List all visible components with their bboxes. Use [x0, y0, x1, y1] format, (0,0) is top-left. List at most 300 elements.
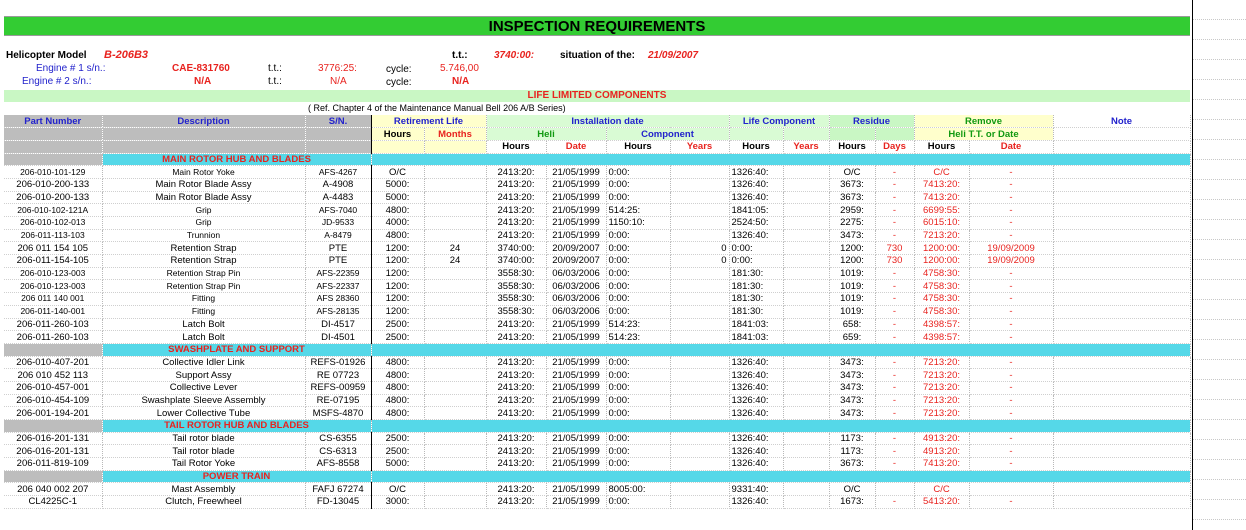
cell-life-y: [783, 318, 829, 331]
cell-sn: DI-4517: [305, 318, 371, 331]
cell-pn: 206-010-123-003: [4, 280, 102, 293]
cell-rem-d: -: [969, 407, 1053, 420]
cell-heli-h: 2413:20:: [486, 394, 546, 407]
cell-sn: REFS-01926: [305, 356, 371, 369]
cell-heli-d: 06/03/2006: [546, 293, 606, 306]
cell-pn: 206-011-260-103: [4, 331, 102, 344]
table-row: [4, 407, 1190, 420]
col-life-hours: Hours: [729, 140, 783, 153]
cell-rem-h: 4398:57:: [914, 318, 969, 331]
cell-note: [1053, 445, 1190, 458]
cell-life-y: [783, 356, 829, 369]
cell-ret-m: [424, 280, 486, 293]
engine2-label: Engine # 2 s/n.:: [22, 76, 92, 87]
cell-sn: RE 07723: [305, 369, 371, 382]
engine2-sn: N/A: [194, 76, 212, 87]
cell-note: [1053, 305, 1190, 318]
cell-sn: A-8479: [305, 229, 371, 242]
cell-res-h: 3673:: [829, 191, 875, 204]
cell-heli-d: 21/05/1999: [546, 381, 606, 394]
cell-ret-h: 4800:: [371, 356, 424, 369]
cell-pn: 206 040 002 207: [4, 483, 102, 496]
empty-cell: [1193, 180, 1246, 200]
cell-life-y: [783, 432, 829, 445]
empty-cell: [1193, 480, 1246, 500]
table-row: [4, 496, 1190, 509]
cell-life-y: [783, 331, 829, 344]
cell-ret-h: 5000:: [371, 178, 424, 191]
cell-note: [1053, 267, 1190, 280]
cell-life-y: [783, 255, 829, 268]
page-title: INSPECTION REQUIREMENTS: [4, 16, 1190, 36]
cell-comp-h: 0:00:: [606, 394, 670, 407]
col-note: Note: [1053, 115, 1190, 128]
cell-rem-d: -: [969, 331, 1053, 344]
cell-res-h: 3473:: [829, 407, 875, 420]
cell-desc: Support Assy: [102, 369, 305, 382]
cell-heli-d: 06/03/2006: [546, 280, 606, 293]
cell-desc: Retention Strap: [102, 242, 305, 255]
cell-rem-d: -: [969, 217, 1053, 230]
engine1-tt-label: t.t.:: [268, 63, 282, 74]
cell-life-y: [783, 267, 829, 280]
cell-desc: Retention Strap: [102, 255, 305, 268]
header-row-3: [4, 140, 1190, 153]
empty-cell: [1193, 460, 1246, 480]
cell-note: [1053, 229, 1190, 242]
cell-comp-y: [670, 178, 729, 191]
cell-note: [1053, 496, 1190, 509]
cell-rem-d: 19/09/2009: [969, 255, 1053, 268]
cell-res-d: -: [875, 267, 914, 280]
cell-res-h: 3673:: [829, 178, 875, 191]
cell-res-h: 1019:: [829, 267, 875, 280]
cell-life-y: [783, 407, 829, 420]
cell-pn: 206-011-113-103: [4, 229, 102, 242]
cell-heli-h: 2413:20:: [486, 217, 546, 230]
cell-rem-h: 4913:20:: [914, 432, 969, 445]
cell-sn: AFS-22337: [305, 280, 371, 293]
table-row: [4, 318, 1190, 331]
cell-life-h: 0:00:: [729, 255, 783, 268]
cell-note: [1053, 318, 1190, 331]
cell-rem-h: C/C: [914, 166, 969, 179]
cell-rem-d: -: [969, 445, 1053, 458]
table-row: [4, 458, 1190, 471]
engine2-cycle-label: cycle:: [386, 77, 412, 88]
cell-life-y: [783, 242, 829, 255]
cell-ret-h: 4800:: [371, 407, 424, 420]
col-component: Component: [606, 128, 729, 141]
cell-ret-m: [424, 381, 486, 394]
cell-life-y: [783, 458, 829, 471]
table-row: [4, 381, 1190, 394]
cell-comp-h: 0:00:: [606, 305, 670, 318]
cell-res-d: -: [875, 191, 914, 204]
cell-comp-h: 0:00:: [606, 255, 670, 268]
cell-res-h: 1673:: [829, 496, 875, 509]
cell-life-y: [783, 305, 829, 318]
cell-pn: 206-001-194-201: [4, 407, 102, 420]
col-description: Description: [102, 115, 305, 128]
cell-sn: AFS 28360: [305, 293, 371, 306]
cell-sn: DI-4501: [305, 331, 371, 344]
cell-pn: 206-016-201-131: [4, 445, 102, 458]
cell-comp-y: [670, 356, 729, 369]
cell-sn: FAFJ 67274: [305, 483, 371, 496]
cell-ret-h: 1200:: [371, 305, 424, 318]
section-title: SWASHPLATE AND SUPPORT: [102, 343, 371, 356]
empty-cell: [1193, 300, 1246, 320]
cell-life-h: 1326:40:: [729, 432, 783, 445]
cell-ret-m: [424, 318, 486, 331]
cell-pn: 206-011-140-001: [4, 305, 102, 318]
cell-res-d: -: [875, 369, 914, 382]
cell-sn: CS-6355: [305, 432, 371, 445]
spreadsheet-right-columns: [1192, 0, 1246, 530]
cell-rem-h: 7413:20:: [914, 458, 969, 471]
engine2-tt-label: t.t.:: [268, 76, 282, 87]
cell-res-h: 1200:: [829, 242, 875, 255]
col-ret-hours: Hours: [371, 128, 424, 141]
cell-ret-m: [424, 217, 486, 230]
cell-desc: Retention Strap Pin: [102, 267, 305, 280]
empty-cell: [1193, 240, 1246, 260]
cell-desc: Fitting: [102, 293, 305, 306]
empty-cell: [1193, 160, 1246, 180]
cell-pn: 206 011 140 001: [4, 293, 102, 306]
cell-note: [1053, 293, 1190, 306]
cell-pn: CL4225C-1: [4, 496, 102, 509]
empty-cell: [1193, 220, 1246, 240]
engine2-tt: N/A: [330, 76, 347, 87]
components-table: [4, 115, 1191, 509]
cell-comp-y: [670, 394, 729, 407]
cell-life-h: 1326:40:: [729, 458, 783, 471]
cell-desc: Main Rotor Blade Assy: [102, 191, 305, 204]
table-row: [4, 267, 1190, 280]
cell-sn: AFS-4267: [305, 166, 371, 179]
cell-note: [1053, 369, 1190, 382]
engine1-cycle: 5.746,00: [440, 63, 479, 74]
helicopter-model-value: B-206B3: [104, 49, 149, 61]
cell-life-h: 181:30:: [729, 267, 783, 280]
cell-life-h: 1326:40:: [729, 356, 783, 369]
cell-res-d: -: [875, 217, 914, 230]
cell-res-d: -: [875, 293, 914, 306]
cell-comp-h: 0:00:: [606, 267, 670, 280]
col-residue: Residue: [829, 115, 914, 128]
cell-heli-h: 2413:20:: [486, 166, 546, 179]
cell-heli-h: 3558:30:: [486, 293, 546, 306]
cell-life-y: [783, 394, 829, 407]
engine2-cycle: N/A: [452, 76, 470, 87]
col-remove: Remove: [914, 115, 1053, 128]
cell-ret-h: 2500:: [371, 432, 424, 445]
col-rem-hours: Hours: [914, 140, 969, 153]
cell-rem-d: -: [969, 191, 1053, 204]
cell-heli-h: 2413:20:: [486, 229, 546, 242]
table-row: [4, 280, 1190, 293]
cell-desc: Main Rotor Blade Assy: [102, 178, 305, 191]
cell-res-d: -: [875, 280, 914, 293]
cell-rem-d: -: [969, 229, 1053, 242]
cell-ret-h: 4800:: [371, 229, 424, 242]
table-row: [4, 305, 1190, 318]
cell-ret-m: [424, 305, 486, 318]
cell-rem-h: 7213:20:: [914, 394, 969, 407]
cell-ret-m: [424, 166, 486, 179]
col-heli: Heli: [486, 128, 606, 141]
section-header: [4, 343, 1190, 356]
empty-cell: [1193, 400, 1246, 420]
cell-ret-m: [424, 204, 486, 217]
cell-res-d: -: [875, 445, 914, 458]
cell-rem-h: 1200:00:: [914, 242, 969, 255]
cell-heli-h: 2413:20:: [486, 381, 546, 394]
col-heli-hours: Hours: [486, 140, 546, 153]
cell-comp-y: [670, 166, 729, 179]
empty-cell: [1193, 320, 1246, 340]
cell-life-h: 1841:03:: [729, 318, 783, 331]
section-header: [4, 153, 1190, 166]
cell-ret-h: O/C: [371, 483, 424, 496]
col-installation-date: Installation date: [486, 115, 729, 128]
cell-ret-m: 24: [424, 242, 486, 255]
cell-heli-d: 21/05/1999: [546, 458, 606, 471]
cell-pn: 206-011-260-103: [4, 318, 102, 331]
situation-date: 21/09/2007: [648, 50, 699, 61]
table-row: [4, 293, 1190, 306]
cell-res-h: 3473:: [829, 229, 875, 242]
cell-res-h: 3473:: [829, 356, 875, 369]
cell-note: [1053, 166, 1190, 179]
cell-life-y: [783, 204, 829, 217]
header-row-2: [4, 128, 1190, 141]
cell-ret-h: 2500:: [371, 331, 424, 344]
cell-rem-h: 6015:10:: [914, 217, 969, 230]
cell-comp-h: 0:00:: [606, 178, 670, 191]
cell-heli-h: 2413:20:: [486, 331, 546, 344]
cell-desc: Mast Assembly: [102, 483, 305, 496]
cell-comp-y: [670, 496, 729, 509]
empty-cell: [1193, 420, 1246, 440]
cell-comp-h: 8005:00:: [606, 483, 670, 496]
empty-cell: [1193, 440, 1246, 460]
empty-cell: [1193, 260, 1246, 280]
cell-note: [1053, 242, 1190, 255]
cell-comp-y: [670, 445, 729, 458]
cell-ret-m: 24: [424, 255, 486, 268]
cell-comp-h: 0:00:: [606, 369, 670, 382]
cell-ret-m: [424, 191, 486, 204]
cell-comp-h: 0:00:: [606, 242, 670, 255]
cell-ret-m: [424, 369, 486, 382]
cell-rem-h: 4398:57:: [914, 331, 969, 344]
manual-reference: ( Ref. Chapter 4 of the Maintenance Manual Bell 206 A/B Series): [308, 103, 566, 113]
cell-heli-h: 2413:20:: [486, 496, 546, 509]
cell-desc: Collective Idler Link: [102, 356, 305, 369]
tt-label: t.t.:: [452, 50, 468, 61]
cell-life-y: [783, 178, 829, 191]
cell-rem-h: 4913:20:: [914, 445, 969, 458]
cell-heli-d: 21/05/1999: [546, 217, 606, 230]
cell-res-d: -: [875, 407, 914, 420]
cell-ret-m: [424, 356, 486, 369]
cell-res-d: -: [875, 356, 914, 369]
cell-desc: Lower Collective Tube: [102, 407, 305, 420]
cell-comp-y: [670, 369, 729, 382]
cell-comp-y: [670, 432, 729, 445]
cell-desc: Trunnion: [102, 229, 305, 242]
cell-res-d: -: [875, 229, 914, 242]
cell-ret-h: 4800:: [371, 369, 424, 382]
cell-comp-y: [670, 280, 729, 293]
cell-ret-m: [424, 445, 486, 458]
cell-res-d: -: [875, 381, 914, 394]
cell-heli-h: 2413:20:: [486, 407, 546, 420]
cell-heli-h: 2413:20:: [486, 356, 546, 369]
cell-note: [1053, 458, 1190, 471]
table-row: [4, 242, 1190, 255]
cell-sn: FD-13045: [305, 496, 371, 509]
cell-note: [1053, 356, 1190, 369]
cell-res-d: -: [875, 318, 914, 331]
cell-res-h: O/C: [829, 166, 875, 179]
cell-comp-y: 0: [670, 242, 729, 255]
tt-value: 3740:00:: [494, 50, 535, 61]
cell-life-y: [783, 496, 829, 509]
cell-life-h: 1326:40:: [729, 229, 783, 242]
cell-note: [1053, 331, 1190, 344]
cell-ret-h: 1200:: [371, 280, 424, 293]
cell-note: [1053, 394, 1190, 407]
cell-heli-h: 3558:30:: [486, 267, 546, 280]
empty-cell: [1193, 280, 1246, 300]
cell-comp-y: [670, 305, 729, 318]
cell-rem-h: 7213:20:: [914, 369, 969, 382]
table-row: [4, 255, 1190, 268]
cell-desc: Grip: [102, 217, 305, 230]
cell-note: [1053, 178, 1190, 191]
cell-heli-h: 2413:20:: [486, 318, 546, 331]
engine1-cycle-label: cycle:: [386, 64, 412, 75]
cell-res-h: 3473:: [829, 381, 875, 394]
cell-rem-d: -: [969, 369, 1053, 382]
cell-res-d: -: [875, 204, 914, 217]
cell-heli-d: 21/05/1999: [546, 407, 606, 420]
cell-life-h: 1326:40:: [729, 178, 783, 191]
table-row: [4, 166, 1190, 179]
cell-comp-h: 0:00:: [606, 445, 670, 458]
cell-ret-h: 4800:: [371, 204, 424, 217]
cell-life-y: [783, 217, 829, 230]
cell-comp-h: 0:00:: [606, 356, 670, 369]
cell-rem-h: 4758:30:: [914, 280, 969, 293]
cell-heli-d: 21/05/1999: [546, 178, 606, 191]
cell-pn: 206 010 452 113: [4, 369, 102, 382]
cell-desc: Fitting: [102, 305, 305, 318]
cell-life-h: 1326:40:: [729, 496, 783, 509]
cell-life-h: 1326:40:: [729, 407, 783, 420]
cell-heli-h: 2413:20:: [486, 445, 546, 458]
cell-ret-h: O/C: [371, 166, 424, 179]
cell-heli-d: 20/09/2007: [546, 242, 606, 255]
cell-rem-d: -: [969, 458, 1053, 471]
cell-life-y: [783, 483, 829, 496]
cell-ret-h: 5000:: [371, 191, 424, 204]
cell-rem-d: -: [969, 356, 1053, 369]
cell-rem-h: 1200:00:: [914, 255, 969, 268]
cell-desc: Clutch, Freewheel: [102, 496, 305, 509]
cell-heli-h: 2413:20:: [486, 483, 546, 496]
cell-life-h: 1326:40:: [729, 445, 783, 458]
col-rem-date: Date: [969, 140, 1053, 153]
cell-pn: 206-010-454-109: [4, 394, 102, 407]
empty-cell: [1193, 80, 1246, 100]
cell-life-h: 1326:40:: [729, 394, 783, 407]
cell-desc: Latch Bolt: [102, 318, 305, 331]
cell-heli-d: 21/05/1999: [546, 394, 606, 407]
cell-life-y: [783, 381, 829, 394]
cell-rem-h: 7213:20:: [914, 381, 969, 394]
cell-heli-d: 06/03/2006: [546, 267, 606, 280]
col-comp-hours: Hours: [606, 140, 670, 153]
cell-desc: Tail rotor blade: [102, 432, 305, 445]
col-res-hours: Hours: [829, 140, 875, 153]
cell-heli-d: 06/03/2006: [546, 305, 606, 318]
col-sn: S/N.: [305, 115, 371, 128]
cell-note: [1053, 280, 1190, 293]
cell-comp-y: [670, 331, 729, 344]
empty-cell: [1193, 100, 1246, 120]
col-res-days: Days: [875, 140, 914, 153]
cell-desc: Retention Strap Pin: [102, 280, 305, 293]
cell-life-h: 9331:40:: [729, 483, 783, 496]
cell-res-h: 1019:: [829, 293, 875, 306]
cell-ret-h: 2500:: [371, 318, 424, 331]
table-row: [4, 178, 1190, 191]
table-row: [4, 191, 1190, 204]
cell-ret-m: [424, 407, 486, 420]
cell-desc: Grip: [102, 204, 305, 217]
cell-ret-m: [424, 458, 486, 471]
cell-life-y: [783, 445, 829, 458]
cell-pn: 206-010-102-013: [4, 217, 102, 230]
section-title: POWER TRAIN: [102, 470, 371, 483]
cell-comp-h: 0:00:: [606, 496, 670, 509]
cell-rem-d: -: [969, 166, 1053, 179]
cell-comp-h: 0:00:: [606, 229, 670, 242]
cell-ret-m: [424, 496, 486, 509]
empty-cell: [1193, 60, 1246, 80]
cell-sn: PTE: [305, 255, 371, 268]
cell-heli-d: 21/05/1999: [546, 432, 606, 445]
table-row: [4, 483, 1190, 496]
cell-rem-h: 4758:30:: [914, 267, 969, 280]
cell-ret-h: 1200:: [371, 293, 424, 306]
cell-ret-h: 4800:: [371, 394, 424, 407]
cell-rem-d: -: [969, 381, 1053, 394]
cell-life-h: 0:00:: [729, 242, 783, 255]
cell-rem-h: 5413:20:: [914, 496, 969, 509]
life-limited-components-bar: LIFE LIMITED COMPONENTS: [4, 90, 1190, 102]
cell-comp-h: 0:00:: [606, 458, 670, 471]
cell-comp-y: [670, 217, 729, 230]
table-row: [4, 432, 1190, 445]
table-row: [4, 229, 1190, 242]
cell-sn: AFS-28135: [305, 305, 371, 318]
